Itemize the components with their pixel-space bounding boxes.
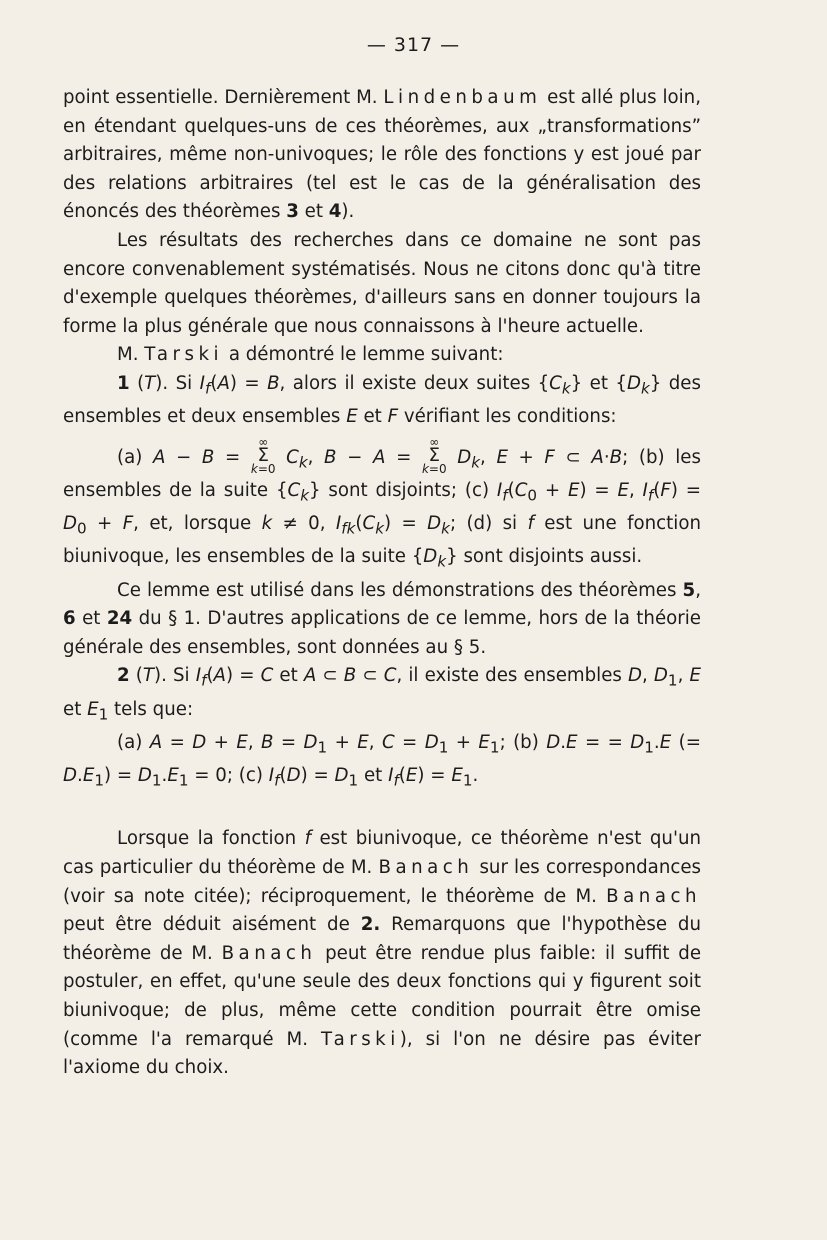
paragraph-tarski-lemma-intro: M. Tarski a démontré le lemme suivant: [117, 344, 504, 366]
theorem-2-statement: 2 (T). Si $I_f(A) = C$ et A ⊂ B ⊂ C, il existe des ensembles D, $D_1$, E et $E_1$ tels que: [63, 665, 701, 724]
paragraph-banach: Lorsque la fonction f est biunivoque, ce théorème n'est qu'un cas particulier du théorème de M. Banach sur les correspondances (voir sa note citée); réciproquement, le théorème de M. Banach peut être déduit aisément de 2. Remarquons que l'hypothèse du théorème de M. Banach peut être rendue plus faible: il suffit de postuler, en effet, qu'une seule des deux fonctions qui y figurent soit biunivoque; de plus, même cette condition pourrait être omise (comme l'a remarqué M. Tarski), si l'on ne désire pas éviter l'axiome du choix. [63, 828, 702, 1079]
paragraph-results: Les résultats des recherches dans ce domaine ne sont pas encore convenablement systématisés. Nous ne citons donc qu'à titre d'exemple quelques théorèmes, d'ailleurs sans en donner toujours la forme la plus générale que nous connaissons à l'heure actuelle. [63, 229, 701, 337]
paragraph-lindenbaum: point essentielle. Dernièrement M. Lindenbaum est allé plus loin, en étendant quelques-uns de ces théorèmes, aux „transformations” arbitraires, même non-univoques; le rôle des fonctions y est joué par des relations arbitraires (tel est le cas de la généralisation des énoncés des théorèmes 3 et 4). [63, 87, 701, 223]
theorem-1-statement: 1 (T). Si $I_f(A) = B$, alors il existe deux suites $\{C_k\}$ et $\{D_k\}$ des ensembles et deux ensembles E et F vérifiant les conditions: [63, 372, 701, 428]
paragraph-lemma-usage: Ce lemme est utilisé dans les démonstrations des théorèmes 5, 6 et 24 du § 1. D'autres applications de ce lemme, hors de la théorie générale des ensembles, sont données au § 5. [63, 579, 701, 658]
theorem-1-conditions: (a) A − B = ∞ Σ k=0 $C_k$, B − A = ∞ Σ k=0 $D_k$, E + F ⊂ A·B; (b) les ensembles de la suite $\{C_k\}$ sont disjoints; (c) $I_f(C_0 + E) = E$, $I_f(F) = D_0 + F$, et, lorsque k ≠ 0, $I_{fk}(C_k) = D_k$; (d) si f est une fonction biunivoque, les ensembles de la suite $\{D_k\}$ sont disjoints aussi. [63, 434, 702, 572]
page-number: — 317 — [366, 34, 461, 56]
page-body [63, 84, 701, 1083]
theorem-2-conditions: (a) A = D + E, $B = D_1 + E$, $C = D_1 + E_1$; (b) D.E = = $D_1.E$ (= $D.E_1) = D_1.E_1 = 0$; (c) $I_f(D) = D_1$ et $I_f(E) = E_1$. [63, 731, 701, 790]
